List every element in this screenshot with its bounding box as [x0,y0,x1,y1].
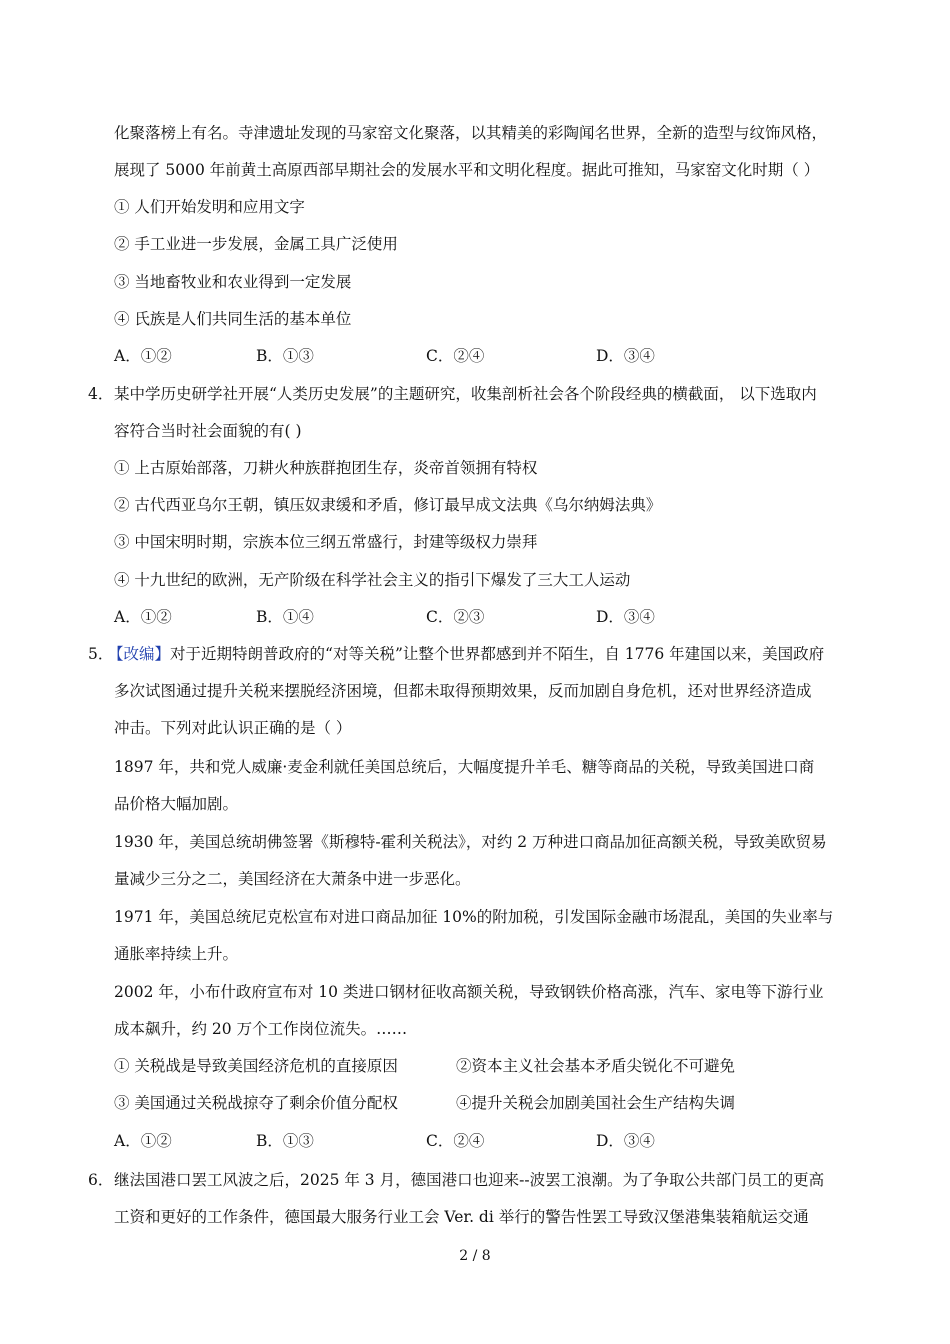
q5-option-a: A．①② [114,1132,172,1150]
q4-stem-line-2: 容符合当时社会面貌的有( ) [114,422,302,440]
q5-item-3: ③ 美国通过关税战掠夺了剩余价值分配权 [114,1094,398,1112]
q5-item-2: ②资本主义社会基本矛盾尖锐化不可避免 [456,1057,736,1075]
q5-material-2002-line-2: 成本飙升，约 20 万个工作岗位流失。…… [114,1020,408,1038]
q3-option-a: A．①② [114,347,172,365]
q3-item-2: ② 手工业进一步发展，金属工具广泛使用 [114,235,398,253]
q5-adapted-tag: 【改编】 [108,645,171,663]
q3-item-4: ④ 氏族是人们共同生活的基本单位 [114,310,352,328]
q4-item-3: ③ 中国宋明时期，宗族本位三纲五常盛行，封建等级权力崇拜 [114,533,538,551]
q5-option-c: C．②④ [426,1132,485,1150]
q4-option-a: A．①② [114,608,172,626]
q5-material-1930-line-1: 1930 年，美国总统胡佛签署《斯穆特-霍利关税法》，对约 2 万种进口商品加征高额关税，导致美欧贸易 [114,833,827,851]
q6-stem-line-2: 工资和更好的工作条件，德国最大服务行业工会 Ver. di 举行的警告性罢工导致汉堡港集装箱航运交通 [114,1208,809,1226]
q5-material-1897-line-1: 1897 年，共和党人威廉·麦金利就任美国总统后，大幅度提升羊毛、糖等商品的关税，导致美国进口商 [114,758,815,776]
q3-item-1: ① 人们开始发明和应用文字 [114,198,305,216]
q4-number: 4． [88,385,114,403]
q5-option-b: B．①③ [256,1132,314,1150]
q5-stem-line-1 [108,644,824,664]
q5-material-1897-line-2: 品价格大幅加剧。 [114,795,239,813]
q6-number: 6． [88,1171,114,1189]
q4-option-d: D．③④ [596,608,655,626]
q3-stem-line-2: 展现了 5000 年前黄土高原西部早期社会的发展水平和文明化程度。据此可推知，马家窑文化时期（ ） [114,161,820,179]
q5-option-d: D．③④ [596,1132,655,1150]
q5-material-2002-line-1: 2002 年，小布什政府宣布对 10 类进口钢材征收高额关税，导致钢铁价格高涨，汽车、家电等下游行业 [114,983,824,1001]
q5-stem-line-1-text: 对于近期特朗普政府的“对等关税”让整个世界都感到并不陌生，自 1776 年建国以来，美国政府 [170,645,825,663]
q5-item-1: ① 关税战是导致美国经济危机的直接原因 [114,1057,398,1075]
q3-option-c: C．②④ [426,347,485,365]
q4-item-1: ① 上古原始部落，刀耕火种族群抱团生存，炎帝首领拥有特权 [114,459,538,477]
q4-stem-line-1: 某中学历史研学社开展“人类历史发展”的主题研究，收集剖析社会各个阶段经典的横截面， 以下选取内 [114,385,817,403]
page-number: 2 / 8 [459,1248,491,1264]
q5-item-4: ④提升关税会加剧美国社会生产结构失调 [456,1094,736,1112]
q4-item-2: ② 古代西亚乌尔王朝，镇压奴隶缓和矛盾，修订最早成文法典《乌尔纳姆法典》 [114,496,662,514]
q4-option-c: C．②③ [426,608,485,626]
q3-option-b: B．①③ [256,347,314,365]
q3-item-3: ③ 当地畜牧业和农业得到一定发展 [114,273,352,291]
q3-option-d: D．③④ [596,347,655,365]
q5-stem-line-2: 多次试图通过提升关税来摆脱经济困境，但都未取得预期效果，反而加剧自身危机，还对世界经济造成 [114,682,812,700]
q4-option-b: B．①④ [256,608,314,626]
q4-item-4: ④ 十九世纪的欧洲，无产阶级在科学社会主义的指引下爆发了三大工人运动 [114,571,631,589]
q5-material-1971-line-2: 通胀率持续上升。 [114,945,239,963]
q5-material-1930-line-2: 量减少三分之二，美国经济在大萧条中进一步恶化。 [114,870,471,888]
q6-stem-line-1: 继法国港口罢工风波之后，2025 年 3 月，德国港口也迎来--波罢工浪潮。为了争取公共部门员工的更高 [114,1171,825,1189]
q5-stem-line-3: 冲击。下列对此认识正确的是（ ） [114,719,352,737]
q5-material-1971-line-1: 1971 年，美国总统尼克松宣布对进口商品加征 10%的附加税，引发国际金融市场混乱，美国的失业率与 [114,908,834,926]
q5-number: 5． [88,645,114,663]
q3-stem-line-1: 化聚落榜上有名。寺津遗址发现的马家窑文化聚落，以其精美的彩陶闻名世界，全新的造型与纹饰风格， [114,124,828,142]
